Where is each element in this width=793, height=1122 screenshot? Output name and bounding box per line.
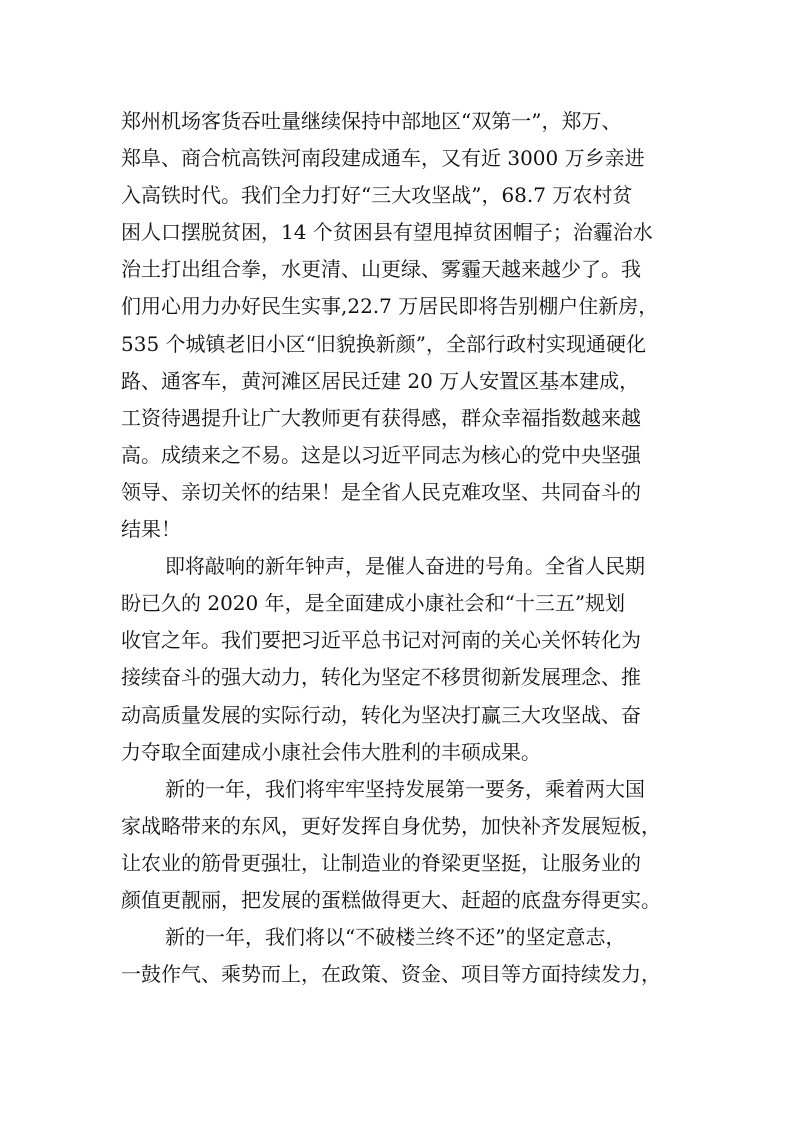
text-line: 让农业的筋骨更强壮，让制造业的脊梁更坚挺，让服务业的 <box>121 850 641 875</box>
text-line: 治土打出组合拳，水更清、山更绿、雾霾天越来越少了。我 <box>121 257 641 282</box>
text-line: 郑阜、商合杭高铁河南段建成通车，又有近 3000 万乡亲进 <box>121 146 645 171</box>
body-text <box>121 103 673 993</box>
text-line: 颜值更靓丽，把发展的蛋糕做得更大、赶超的底盘夯得更实。 <box>121 887 661 912</box>
paragraph-first-line: 新的一年，我们将以“不破楼兰终不还”的坚定意志， <box>165 925 626 950</box>
text-line: 收官之年。我们要把习近平总书记对河南的关心关怀转化为 <box>121 628 641 653</box>
text-line: 一鼓作气、乘势而上，在政策、资金、项目等方面持续发力， <box>121 962 661 987</box>
text-line: 结果！ <box>121 517 181 542</box>
text-line: 们用心用力办好民生实事,22.7 万居民即将告别棚户住新房， <box>121 294 659 319</box>
text-line: 郑州机场客货吞吐量继续保持中部地区“双第一”，郑万、 <box>121 109 622 133</box>
text-line: 困人口摆脱贫困，14 个贫困县有望甩掉贫困帽子；治霾治水 <box>121 220 653 245</box>
text-line: 入高铁时代。我们全力打好“三大攻坚战”，68.7 万农村贫 <box>121 183 633 208</box>
text-line: 领导、亲切关怀的结果！是全省人民克难攻坚、共同奋斗的 <box>121 479 641 504</box>
text-line: 动高质量发展的实际行动，转化为坚决打赢三大攻坚战、奋 <box>121 702 641 727</box>
text-line: 535 个城镇老旧小区“旧貌换新颜”，全部行政村实现通硬化 <box>121 331 646 356</box>
paragraph-first-line: 新的一年，我们将牢牢坚持发展第一要务，乘着两大国 <box>165 776 645 801</box>
text-line: 盼已久的 2020 年，是全面建成小康社会和“十三五”规划 <box>121 591 626 616</box>
text-line: 路、通客车，黄河滩区居民迁建 20 万人安置区基本建成， <box>121 368 640 393</box>
text-line: 家战略带来的东风，更好发挥自身优势，加快补齐发展短板， <box>121 813 661 838</box>
paragraph-first-line: 即将敲响的新年钟声，是催人奋进的号角。全省人民期 <box>165 554 645 579</box>
text-line: 工资待遇提升让广大教师更有获得感，群众幸福指数越来越 <box>121 405 641 430</box>
text-line: 高。成绩来之不易。这是以习近平同志为核心的党中央坚强 <box>121 442 641 467</box>
text-line: 接续奋斗的强大动力，转化为坚定不移贯彻新发展理念、推 <box>121 665 641 690</box>
text-line: 力夺取全面建成小康社会伟大胜利的丰硕成果。 <box>121 739 541 764</box>
